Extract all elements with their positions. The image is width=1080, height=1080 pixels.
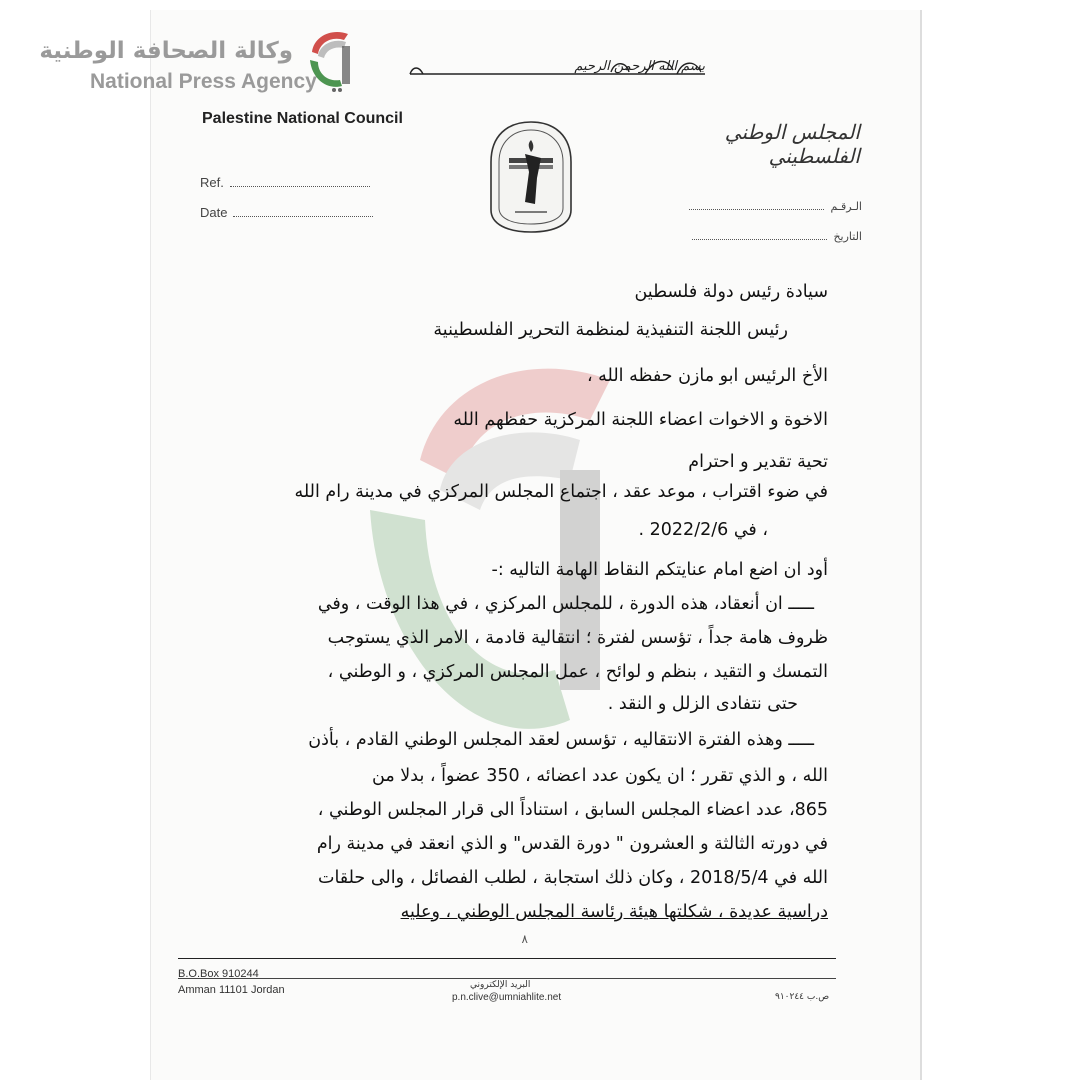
date-dotted-line xyxy=(233,216,373,217)
ref-label: Ref. xyxy=(200,175,224,190)
footer-email-label: البريد الإلكتروني xyxy=(470,980,531,990)
body-line: أود ان اضع امام عنايتكم النقاط الهامة التاليه :- xyxy=(491,560,828,580)
body-line: ظروف هامة جداً ، تؤسس لفترة ؛ انتقالية قادمة ، الامر الذي يستوجب xyxy=(327,628,828,648)
body-line: ـــــ ان أنعقاد، هذه الدورة ، للمجلس المركزي ، في هذا الوقت ، وفي xyxy=(317,594,814,614)
plo-emblem-icon xyxy=(485,118,577,236)
footer-po-box-ar: ص.ب ٩١٠٢٤٤ xyxy=(775,992,830,1002)
greeting-line: تحية تقدير و احترام xyxy=(688,452,828,472)
salutation-line: الاخوة و الاخوات اعضاء اللجنة المركزية حفظهم الله xyxy=(453,410,828,430)
footer-po-box-en: B.O.Box 910244 xyxy=(178,968,259,980)
body-line: ، في 2022/2/6 . xyxy=(638,520,768,540)
footer-city-en: Amman 11101 Jordan xyxy=(178,984,285,996)
ref-dotted-line xyxy=(230,186,370,187)
agency-name-en: National Press Agency xyxy=(90,70,317,93)
date-field-ar xyxy=(672,230,862,243)
body-line: في دورته الثالثة و العشرون " دورة القدس" و الذي انعقد في مدينة رام xyxy=(316,834,828,854)
agency-name-ar: وكالة الصحافة الوطنية xyxy=(39,38,293,64)
body-line: 865، عدد اعضاء المجلس السابق ، استناداً الى قرار المجلس الوطني ، xyxy=(317,800,828,820)
body-line: دراسية عديدة ، شكلتها هيئة رئاسة المجلس الوطني ، وعليه xyxy=(400,902,828,922)
date-label-ar: التاريخ xyxy=(833,230,862,243)
ref-label-ar: الـرقـم xyxy=(830,200,862,213)
salutation-line: رئيس اللجنة التنفيذية لمنظمة التحرير الفلسطينية xyxy=(433,320,788,340)
basmala-calligraphy xyxy=(405,52,725,82)
body-line: حتى نتفادى الزلل و النقد . xyxy=(607,694,798,714)
date-dotted-line-ar xyxy=(692,239,827,240)
ref-field-ar xyxy=(672,200,862,213)
body-line: الله في 2018/5/4 ، وكان ذلك استجابة ، لطلب الفصائل ، والى حلقات xyxy=(317,868,828,888)
agency-logo-icon xyxy=(304,26,366,96)
scan-edge xyxy=(920,10,922,1080)
date-field xyxy=(200,205,373,220)
body-line: في ضوء اقتراب ، موعد عقد ، اجتماع المجلس المركزي في مدينة رام الله xyxy=(294,482,828,502)
footer-rule xyxy=(178,958,836,959)
salutation-line: سيادة رئيس دولة فلسطين xyxy=(634,282,828,302)
basmala-text: بسم الله الرحمن الرحيم xyxy=(574,59,705,74)
salutation-line: الأخ الرئيس ابو مازن حفظه الله ، xyxy=(586,366,828,386)
footer-email: p.n.clive@umniahlite.net xyxy=(452,992,562,1003)
ref-field xyxy=(200,175,370,190)
footer-rule-lower xyxy=(178,978,836,979)
body-line: ـــــ وهذه الفترة الانتقاليه ، تؤسس لعقد المجلس الوطني القادم ، بأذن xyxy=(308,730,814,750)
council-name-en: Palestine National Council xyxy=(202,110,403,127)
council-name-ar: المجلس الوطني الفلسطيني xyxy=(724,120,860,168)
body-line: التمسك و التقيد ، بنظم و لوائح ، عمل المجلس المركزي ، و الوطني ، xyxy=(327,662,828,682)
body-line: الله ، و الذي تقرر ؛ ان يكون عدد اعضائه ، 350 عضواً ، بدلا من xyxy=(372,766,828,786)
page-mark: ٨ xyxy=(521,932,528,946)
date-label: Date xyxy=(200,205,228,220)
ref-dotted-line-ar xyxy=(689,209,824,210)
